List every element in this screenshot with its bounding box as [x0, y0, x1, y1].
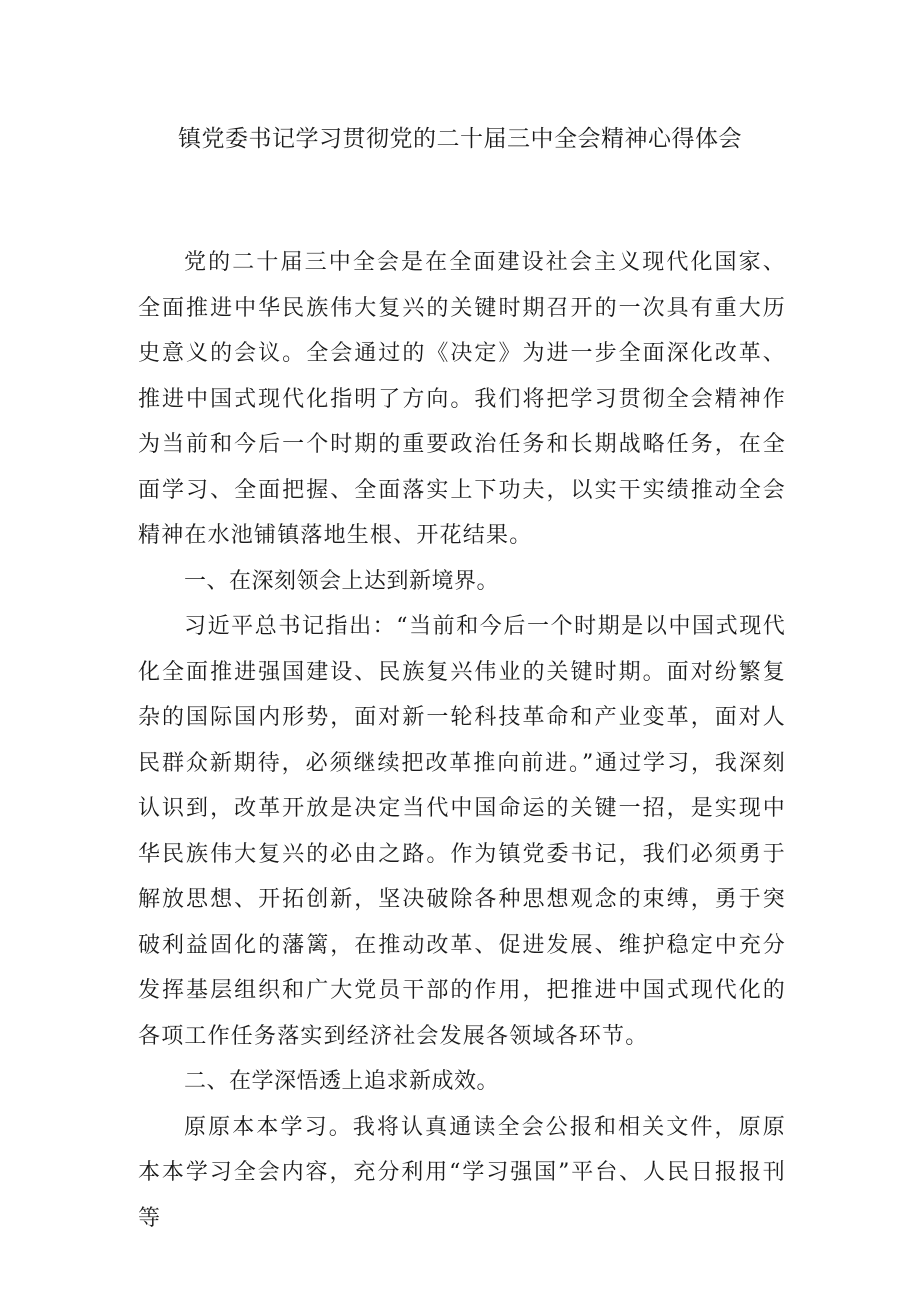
section-heading-1: 一、在深刻领会上达到新境界。 [184, 568, 500, 594]
section-2-paragraph: 原原本本学习。我将认真通读全会公报和相关文件，原原本本学习全会内容，充分利用“学习强国”平台、人民日报报刊等 [138, 1114, 786, 1231]
section-1-paragraph: 习近平总书记指出：“当前和今后一个时期是以中国式现代化全面推进强国建设、民族复兴伟业的关键时期。面对纷繁复杂的国际国内形势，面对新一轮科技革命和产业变革，面对人民群众新期待，必须继续把改革推向前进。”通过学习，我深刻认识到，改革开放是决定当代中国命运的关键一招，是实现中华民族伟大复兴的必由之路。作为镇党委书记，我们必须勇于解放思想、开拓创新，坚决破除各种思想观念的束缚，勇于突破利益固化的藩篱，在推动改革、促进发展、维护稳定中充分发挥基层组织和广大党员干部的作用，把推进中国式现代化的各项工作任务落实到经济社会发展各领域各环节。 [138, 614, 786, 1049]
document-title: 镇党委书记学习贯彻党的二十届三中全会精神心得体会 [178, 126, 742, 152]
document-body [138, 240, 786, 1241]
section-heading-2: 二、在学深悟透上追求新成效。 [184, 1069, 500, 1094]
intro-paragraph: 党的二十届三中全会是在全面建设社会主义现代化国家、全面推进中华民族伟大复兴的关键时期召开的一次具有重大历史意义的会议。全会通过的《决定》为进一步全面深化改革、推进中国式现代化指明了方向。我们将把学习贯彻全会精神作为当前和今后一个时期的重要政治任务和长期战略任务，在全面学习、全面把握、全面落实上下功夫，以实干实绩推动全会精神在水池铺镇落地生根、开花结果。 [138, 250, 786, 548]
